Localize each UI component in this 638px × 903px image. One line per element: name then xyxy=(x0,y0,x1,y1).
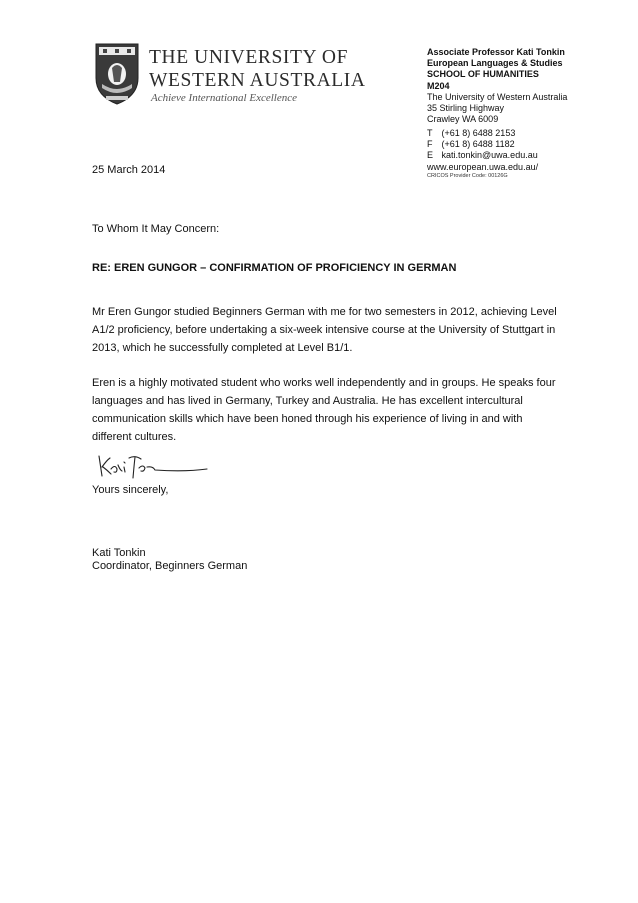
sender-address-block xyxy=(427,47,567,125)
sender-department: European Languages & Studies xyxy=(427,58,563,69)
phone-line xyxy=(427,128,538,139)
university-name-line2: WESTERN AUSTRALIA xyxy=(149,70,366,91)
phone-number: (+61 8) 6488 2153 xyxy=(441,128,516,138)
signatory-title: Coordinator, Beginners German xyxy=(92,559,248,572)
university-motto: Achieve International Excellence xyxy=(151,92,297,104)
letter-paragraph-2: Eren is a highly motivated student who works well independently and in groups. He speaks four languages and has lived in Germany, Turkey and Australia. He has excellent intercultural communication skills which have been honed through his experience of living in and with different cultures. xyxy=(92,377,556,443)
website-link[interactable]: www.european.uwa.edu.au/ xyxy=(427,161,539,172)
letter-paragraph-1: Mr Eren Gungor studied Beginners German with me for two semesters in 2012, achieving Level A1/2 proficiency, before undertaking a six-week intensive course at the University of Stuttgart in 2013, which he successfully completed at Level B1/1. xyxy=(92,306,557,354)
sender-city: Crawley WA 6009 xyxy=(427,114,499,125)
handwritten-signature xyxy=(95,450,215,480)
email-address[interactable]: kati.tonkin@uwa.edu.au xyxy=(441,150,538,161)
phone-label: T xyxy=(427,128,433,138)
university-logo xyxy=(92,40,366,110)
letter-date: 25 March 2014 xyxy=(92,164,166,176)
email-label: E xyxy=(427,150,434,161)
university-crest-icon xyxy=(92,40,142,106)
sender-contact-block xyxy=(427,128,538,173)
letter-closing: Yours sincerely, xyxy=(92,484,169,496)
fax-line xyxy=(427,139,538,150)
sender-institution: The University of Western Australia xyxy=(427,91,568,102)
signatory-name: Kati Tonkin xyxy=(92,547,146,559)
cricos-code: CRICOS Provider Code: 00126G xyxy=(427,173,508,179)
letter-subject: RE: EREN GUNGOR – CONFIRMATION OF PROFICIENCY IN GERMAN xyxy=(92,262,457,274)
sender-name: Associate Professor Kati Tonkin xyxy=(427,47,565,57)
university-name-line1: THE UNIVERSITY OF xyxy=(149,47,349,68)
sender-mail-code: M204 xyxy=(427,80,450,91)
email-line xyxy=(427,150,538,161)
letter-salutation: To Whom It May Concern: xyxy=(92,223,220,235)
fax-label: F xyxy=(427,139,433,150)
signatory-block xyxy=(92,547,247,572)
sender-street: 35 Stirling Highway xyxy=(427,103,505,114)
fax-number: (+61 8) 6488 1182 xyxy=(441,139,515,150)
sender-school: SCHOOL OF HUMANITIES xyxy=(427,69,539,80)
